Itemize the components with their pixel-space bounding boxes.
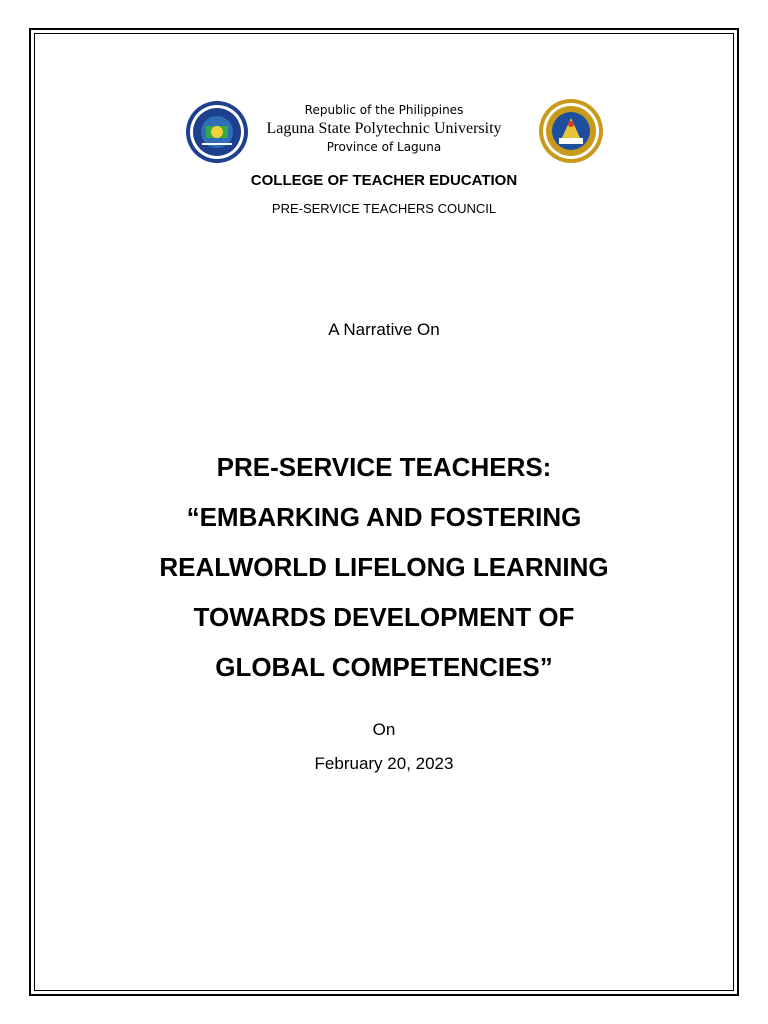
province-line: Province of Laguna — [326, 140, 442, 154]
document-title — [0, 442, 768, 692]
college-name: COLLEGE OF TEACHER EDUCATION — [250, 172, 518, 189]
republic-line: Republic of the Philippines — [304, 103, 464, 117]
title-line: “EMBARKING AND FOSTERING — [186, 502, 582, 532]
narrative-label: A Narrative On — [328, 320, 440, 339]
title-line: GLOBAL COMPETENCIES” — [215, 652, 553, 682]
event-date: February 20, 2023 — [314, 754, 454, 773]
council-name: PRE-SERVICE TEACHERS COUNCIL — [271, 201, 497, 216]
title-line: REALWORLD LIFELONG LEARNING — [159, 552, 609, 582]
title-line: PRE-SERVICE TEACHERS: — [216, 452, 552, 482]
university-name: Laguna State Polytechnic University — [266, 120, 502, 137]
on-label: On — [372, 720, 396, 739]
title-line: TOWARDS DEVELOPMENT OF — [193, 602, 575, 632]
